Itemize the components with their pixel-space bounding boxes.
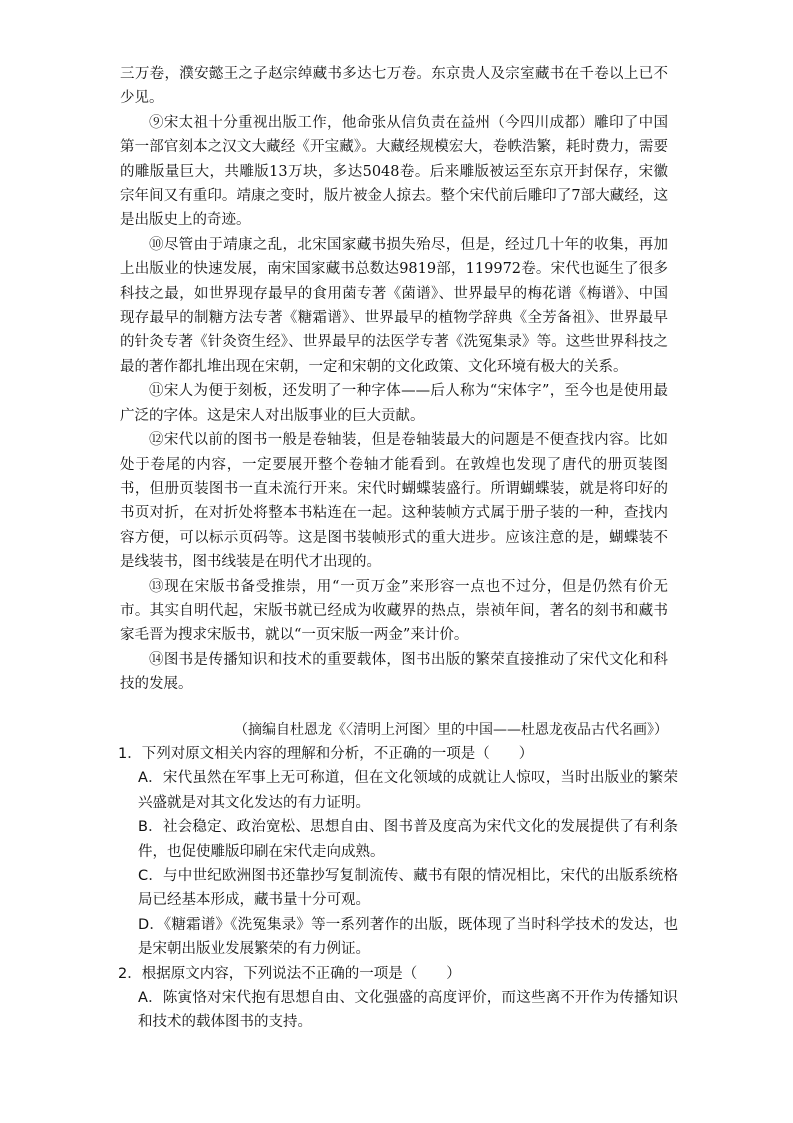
question-stem: 1．下列对原文相关内容的理解和分析，不正确的一项是（ ） [118,746,534,762]
question-option-a: A．陈寅恪对宋代抱有思想自由、文化强盛的高度评价，而这些离不开作为传播知识和技术的载体图书的支持。 [138,990,678,1031]
question-option-b: B．社会稳定、政治宽松、思想自由、图书普及度高为宋代文化的发展提供了有利条件，也促使雕版印刷在宋代走向成熟。 [138,819,678,860]
question-option-c: C．与中世纪欧洲图书还靠抄写复制流传、藏书有限的情况相比，宋代的出版系统格局已经基本形成，藏书量十分可观。 [138,868,678,909]
passage-paragraph-continued: 三万卷，濮安懿王之子赵宗绰藏书多达七万卷。东京贵人及宗室藏书在千卷以上已不少见。 [120,66,668,107]
passage-source-citation: （摘编自杜恩龙《〈清明上河图〉里的中国——杜恩龙夜品古代名画》） [234,722,668,738]
passage-paragraph-10: ⑩尽管由于靖康之乱，北宋国家藏书损失殆尽，但是，经过几十年的收集，再加上出版业的快速发展，南宋国家藏书总数达9819部，119972卷。宋代也诞生了很多科技之最，如世界现存最早的食用菌专著《菌谱》、世界最早的梅花谱《梅谱》、中国现存最早的制糖方法专著《糖霜谱》、世界最早的植物学辞典《全芳备祖》、世界最早的针灸专著《针灸资生经》、世界最早的法医学专著《洗冤集录》等。这些世界科技之最的著作都扎堆出现在宋朝，一定和宋朝的文化政策、文化环境有极大的关系。 [120,236,668,375]
passage-paragraph-11: ⑪宋人为便于刻板，还发明了一种字体——后人称为“宋体字”，至今也是使用最广泛的字体。这是宋人对出版事业的巨大贡献。 [120,383,668,424]
question-1 [118,742,678,962]
passage-paragraph-13: ⑬现在宋版书备受推崇，用“一页万金”来形容一点也不过分，但是仍然有价无市。其实自明代起，宋版书就已经成为收藏界的热点，崇祯年间，著名的刻书和藏书家毛晋为搜求宋版书，就以“一页宋版一两金”来计价。 [120,578,668,644]
question-2 [118,962,678,1035]
passage-paragraph-9: ⑨宋太祖十分重视出版工作，他命张从信负责在益州（今四川成都）雕印了中国第一部官刻本之汉文大藏经《开宝藏》。大藏经规模宏大，卷帙浩繁，耗时费力，需要的雕版量巨大，共雕版13万块，多达5048卷。后来雕版被运至东京开封保存，宋徽宗年间又有重印。靖康之变时，版片被金人掠去。整个宋代前后雕印了7部大藏经，这是出版史上的奇迹。 [120,114,668,229]
passage-paragraph-12: ⑫宋代以前的图书一般是卷轴装，但是卷轴装最大的问题是不便查找内容。比如处于卷尾的内容，一定要展开整个卷轴才能看到。在敦煌也发现了唐代的册页装图书，但册页装图书一直未流行开来。宋代时蝴蝶装盛行。所谓蝴蝶装，就是将印好的书页对折，在对折处将整本书粘连在一起。这种装帧方式属于册子装的一种，查找内容方便，可以标示页码等。这是图书装帧形式的重大进步。应该注意的是，蝴蝶装不是线装书，图书线装是在明代才出现的。 [120,432,668,571]
question-option-a: A．宋代虽然在军事上无可称道，但在文化领域的成就让人惊叹，当时出版业的繁荣兴盛就是对其文化发达的有力证明。 [138,770,678,811]
question-stem: 2．根据原文内容，下列说法不正确的一项是（ ） [118,965,461,982]
reading-passage [120,62,668,697]
question-list [118,742,678,1035]
question-option-d: D．《糖霜谱》《洗冤集录》等一系列著作的出版，既体现了当时科学技术的发达，也是宋朝出版业发展繁荣的有力例证。 [138,916,678,958]
passage-paragraph-14: ⑭图书是传播知识和技术的重要载体，图书出版的繁荣直接推动了宋代文化和科技的发展。 [120,651,668,693]
